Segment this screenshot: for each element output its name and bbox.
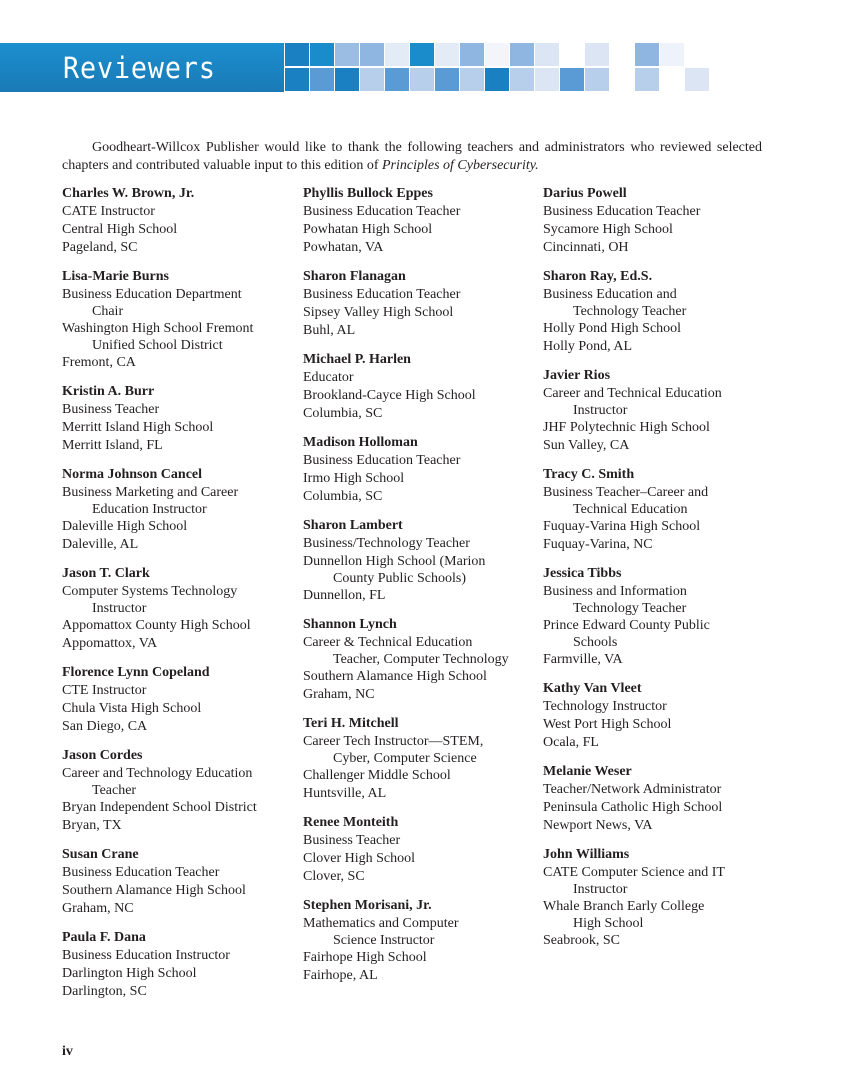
reviewer-entry [543, 185, 783, 257]
decorative-tile [360, 68, 384, 91]
reviewer-entry [543, 565, 783, 669]
reviewer-detail-line: Fuquay-Varina High School [543, 519, 701, 534]
reviewer-entry [543, 846, 783, 950]
reviewer-name: Teri H. Mitchell [303, 716, 399, 731]
reviewer-name: Madison Holloman [303, 435, 418, 450]
decorative-tile [385, 68, 409, 91]
decorative-tile [410, 43, 434, 66]
reviewer-entry [303, 351, 543, 423]
reviewer-detail-line: Education Instructor [92, 502, 207, 517]
reviewer-name: Renee Monteith [303, 815, 399, 830]
reviewer-detail-line: West Port High School [543, 717, 672, 732]
reviewer-entry [543, 680, 783, 752]
reviewer-detail-line: Career and Technical Education [543, 386, 722, 401]
reviewer-detail-line: Powhatan High School [303, 222, 433, 237]
reviewer-entry [62, 664, 302, 736]
reviewer-column-3 [543, 185, 783, 961]
reviewer-detail-line: Business and Information [543, 584, 687, 599]
reviewer-detail-line: Dunnellon High School (Marion [303, 554, 486, 569]
reviewer-name: Shannon Lynch [303, 617, 397, 632]
decorative-tile [660, 68, 684, 91]
reviewer-detail-line: Graham, NC [303, 687, 375, 702]
reviewer-name: Darius Powell [543, 186, 627, 201]
reviewer-detail-line: Teacher [92, 783, 137, 798]
reviewer-detail-line: High School [573, 916, 644, 931]
decorative-tile [635, 43, 659, 66]
reviewer-detail-line: Chair [92, 304, 124, 319]
reviewer-name: John Williams [543, 847, 630, 862]
decorative-tile [335, 43, 359, 66]
reviewer-name: Sharon Ray, Ed.S. [543, 269, 653, 284]
reviewer-detail-line: Bryan Independent School District [62, 800, 257, 815]
reviewer-name: Kristin A. Burr [62, 384, 155, 399]
decorative-tile [410, 68, 434, 91]
reviewer-detail-line: Technology Teacher [573, 601, 687, 616]
reviewer-detail-line: Instructor [573, 882, 628, 897]
decorative-tile [285, 68, 309, 91]
decorative-tile [385, 43, 409, 66]
reviewer-detail-line: Career and Technology Education [62, 766, 253, 781]
decorative-tile [610, 43, 634, 66]
reviewer-name: Jason Cordes [62, 748, 143, 763]
reviewer-detail-line: Teacher/Network Administrator [543, 782, 722, 797]
reviewer-detail-line: Chula Vista High School [62, 701, 202, 716]
reviewer-detail-line: Technical Education [573, 502, 688, 517]
reviewer-detail-line: Business Education Instructor [62, 948, 230, 963]
reviewer-name: Norma Johnson Cancel [62, 467, 203, 482]
decorative-tile [360, 43, 384, 66]
reviewer-detail-line: Huntsville, AL [303, 786, 387, 801]
decorative-tile [310, 43, 334, 66]
reviewer-detail-line: Holly Pond, AL [543, 339, 633, 354]
reviewer-entry [303, 897, 543, 985]
decorative-tile [660, 43, 684, 66]
decorative-tile [685, 43, 709, 66]
decorative-tile [635, 68, 659, 91]
reviewer-detail-line: Business Education Teacher [62, 865, 220, 880]
reviewer-detail-line: Business Teacher [303, 833, 401, 848]
reviewer-detail-line: Merritt Island High School [62, 420, 214, 435]
decorative-tile [435, 43, 459, 66]
reviewer-detail-line: Unified School District [92, 338, 223, 353]
reviewer-detail-line: CTE Instructor [62, 683, 147, 698]
decorative-tile [285, 43, 309, 66]
reviewer-detail-line: Columbia, SC [303, 406, 383, 421]
reviewer-detail-line: Technology Teacher [573, 304, 687, 319]
reviewer-name: Paula F. Dana [62, 930, 146, 945]
decorative-tile [460, 68, 484, 91]
reviewer-detail-line: Bryan, TX [62, 818, 122, 833]
reviewer-column-2 [303, 185, 543, 996]
reviewer-detail-line: Business Marketing and Career [62, 485, 239, 500]
reviewer-detail-line: Business Education Department [62, 287, 242, 302]
reviewer-detail-line: Graham, NC [62, 901, 134, 916]
intro-text: Goodheart-Willcox Publisher would like to thank the following teachers and administrators who reviewed selected chapters and contributed valuable input to this edition of [62, 140, 762, 173]
reviewer-detail-line: Powhatan, VA [303, 240, 384, 255]
reviewer-detail-line: Holly Pond High School [543, 321, 682, 336]
decorative-tile [560, 68, 584, 91]
book-title: Principles of Cybersecurity. [381, 158, 539, 173]
reviewer-detail-line: Prince Edward County Public [543, 618, 710, 633]
decorative-tile [560, 43, 584, 66]
reviewer-detail-line: San Diego, CA [62, 719, 148, 734]
decorative-tile [335, 68, 359, 91]
reviewer-detail-line: Computer Systems Technology [62, 584, 238, 599]
reviewer-detail-line: Columbia, SC [303, 489, 383, 504]
reviewer-name: Jessica Tibbs [543, 566, 622, 581]
reviewer-name: Florence Lynn Copeland [62, 665, 210, 680]
decorative-tile [485, 68, 509, 91]
reviewer-name: Jason T. Clark [62, 566, 150, 581]
reviewer-detail-line: Business Education Teacher [303, 287, 461, 302]
reviewer-detail-line: Business/Technology Teacher [303, 536, 470, 551]
reviewer-detail-line: Clover High School [303, 851, 415, 866]
reviewer-name: Stephen Morisani, Jr. [303, 898, 432, 913]
reviewer-detail-line: Newport News, VA [543, 818, 653, 833]
reviewer-entry [543, 763, 783, 835]
reviewer-detail-line: Appomattox County High School [62, 618, 251, 633]
reviewer-detail-line: Dunnellon, FL [303, 588, 386, 603]
reviewer-detail-line: Ocala, FL [543, 735, 599, 750]
reviewer-name: Susan Crane [62, 847, 139, 862]
reviewer-entry [543, 367, 783, 455]
reviewer-name: Phyllis Bullock Eppes [303, 186, 433, 201]
decorative-tile [535, 68, 559, 91]
reviewer-name: Sharon Flanagan [303, 269, 406, 284]
reviewer-detail-line: Cyber, Computer Science [333, 751, 477, 766]
reviewer-detail-line: Instructor [573, 403, 628, 418]
reviewer-detail-line: Southern Alamance High School [62, 883, 246, 898]
reviewer-detail-line: Fuquay-Varina, NC [543, 537, 653, 552]
reviewer-entry [303, 185, 543, 257]
reviewer-detail-line: Washington High School Fremont [62, 321, 254, 336]
decorative-tile [510, 43, 534, 66]
reviewer-detail-line: Technology Instructor [543, 699, 667, 714]
page-number: iv [62, 1044, 73, 1059]
reviewer-column-1 [62, 185, 302, 1012]
reviewer-entry [303, 517, 543, 605]
reviewer-detail-line: Daleville High School [62, 519, 188, 534]
reviewer-name: Michael P. Harlen [303, 352, 411, 367]
reviewer-detail-line: CATE Computer Science and IT [543, 865, 725, 880]
reviewer-name: Lisa-Marie Burns [62, 269, 169, 284]
reviewer-detail-line: Educator [303, 370, 354, 385]
reviewer-detail-line: Sipsey Valley High School [303, 305, 454, 320]
reviewer-detail-line: Seabrook, SC [543, 933, 620, 948]
reviewer-entry [543, 268, 783, 356]
reviewer-entry [62, 383, 302, 455]
decorative-tile [585, 68, 609, 91]
reviewer-name: Tracy C. Smith [543, 467, 635, 482]
reviewer-detail-line: Career & Technical Education [303, 635, 473, 650]
reviewer-detail-line: Farmville, VA [543, 652, 623, 667]
reviewer-detail-line: Sycamore High School [543, 222, 673, 237]
reviewer-entry [62, 747, 302, 835]
reviewer-entry [303, 434, 543, 506]
decorative-tile [685, 68, 709, 91]
reviewer-entry [303, 616, 543, 704]
reviewer-detail-line: Buhl, AL [303, 323, 356, 338]
reviewer-detail-line: Schools [573, 635, 618, 650]
reviewer-name: Melanie Weser [543, 764, 632, 779]
reviewer-detail-line: Career Tech Instructor—STEM, [303, 734, 484, 749]
reviewer-name: Kathy Van Vleet [543, 681, 642, 696]
reviewer-entry [303, 715, 543, 803]
reviewer-detail-line: Daleville, AL [62, 537, 139, 552]
reviewer-detail-line: Business Teacher–Career and [543, 485, 709, 500]
reviewer-detail-line: CATE Instructor [62, 204, 155, 219]
reviewer-name: Charles W. Brown, Jr. [62, 186, 195, 201]
reviewer-entry [303, 814, 543, 886]
reviewer-detail-line: Mathematics and Computer [303, 916, 459, 931]
reviewer-detail-line: Business Education and [543, 287, 677, 302]
reviewer-detail-line: Appomattox, VA [62, 636, 158, 651]
decorative-tile [585, 43, 609, 66]
reviewer-detail-line: Business Education Teacher [303, 204, 461, 219]
reviewer-detail-line: Teacher, Computer Technology [333, 652, 509, 667]
reviewer-entry [62, 268, 302, 372]
decorative-tile [485, 43, 509, 66]
reviewer-detail-line: Cincinnati, OH [543, 240, 629, 255]
reviewer-detail-line: County Public Schools) [333, 571, 467, 586]
reviewer-entry [62, 185, 302, 257]
reviewer-detail-line: Whale Branch Early College [543, 899, 705, 914]
reviewer-detail-line: Darlington, SC [62, 984, 147, 999]
reviewer-entry [303, 268, 543, 340]
reviewer-detail-line: Brookland-Cayce High School [303, 388, 476, 403]
reviewer-detail-line: Science Instructor [333, 933, 435, 948]
page-title: Reviewers [63, 51, 216, 85]
reviewer-entry [62, 565, 302, 653]
reviewer-detail-line: Sun Valley, CA [543, 438, 630, 453]
reviewer-detail-line: Peninsula Catholic High School [543, 800, 723, 815]
reviewer-detail-line: Fairhope, AL [303, 968, 378, 983]
decorative-tile [435, 68, 459, 91]
reviewer-detail-line: Darlington High School [62, 966, 197, 981]
intro-paragraph [62, 139, 762, 175]
decorative-tile [610, 68, 634, 91]
reviewer-detail-line: Clover, SC [303, 869, 365, 884]
reviewer-entry [62, 929, 302, 1001]
reviewer-name: Javier Rios [543, 368, 611, 383]
reviewer-detail-line: Business Teacher [62, 402, 160, 417]
reviewer-detail-line: Challenger Middle School [303, 768, 451, 783]
reviewer-detail-line: Business Education Teacher [303, 453, 461, 468]
reviewer-detail-line: Fremont, CA [62, 355, 136, 370]
reviewer-name: Sharon Lambert [303, 518, 403, 533]
decorative-tile [510, 68, 534, 91]
reviewer-detail-line: Southern Alamance High School [303, 669, 487, 684]
reviewer-detail-line: Business Education Teacher [543, 204, 701, 219]
reviewer-detail-line: Pageland, SC [62, 240, 138, 255]
reviewer-entry [62, 466, 302, 554]
decorative-tile [535, 43, 559, 66]
reviewer-detail-line: Instructor [92, 601, 147, 616]
reviewer-detail-line: Merritt Island, FL [62, 438, 163, 453]
reviewer-detail-line: Fairhope High School [303, 950, 427, 965]
reviewer-detail-line: Central High School [62, 222, 178, 237]
chapter-banner [0, 43, 284, 92]
reviewer-entry [543, 466, 783, 554]
reviewer-entry [62, 846, 302, 918]
decorative-tile [310, 68, 334, 91]
reviewer-detail-line: JHF Polytechnic High School [543, 420, 710, 435]
decorative-tile [460, 43, 484, 66]
reviewer-detail-line: Irmo High School [303, 471, 405, 486]
